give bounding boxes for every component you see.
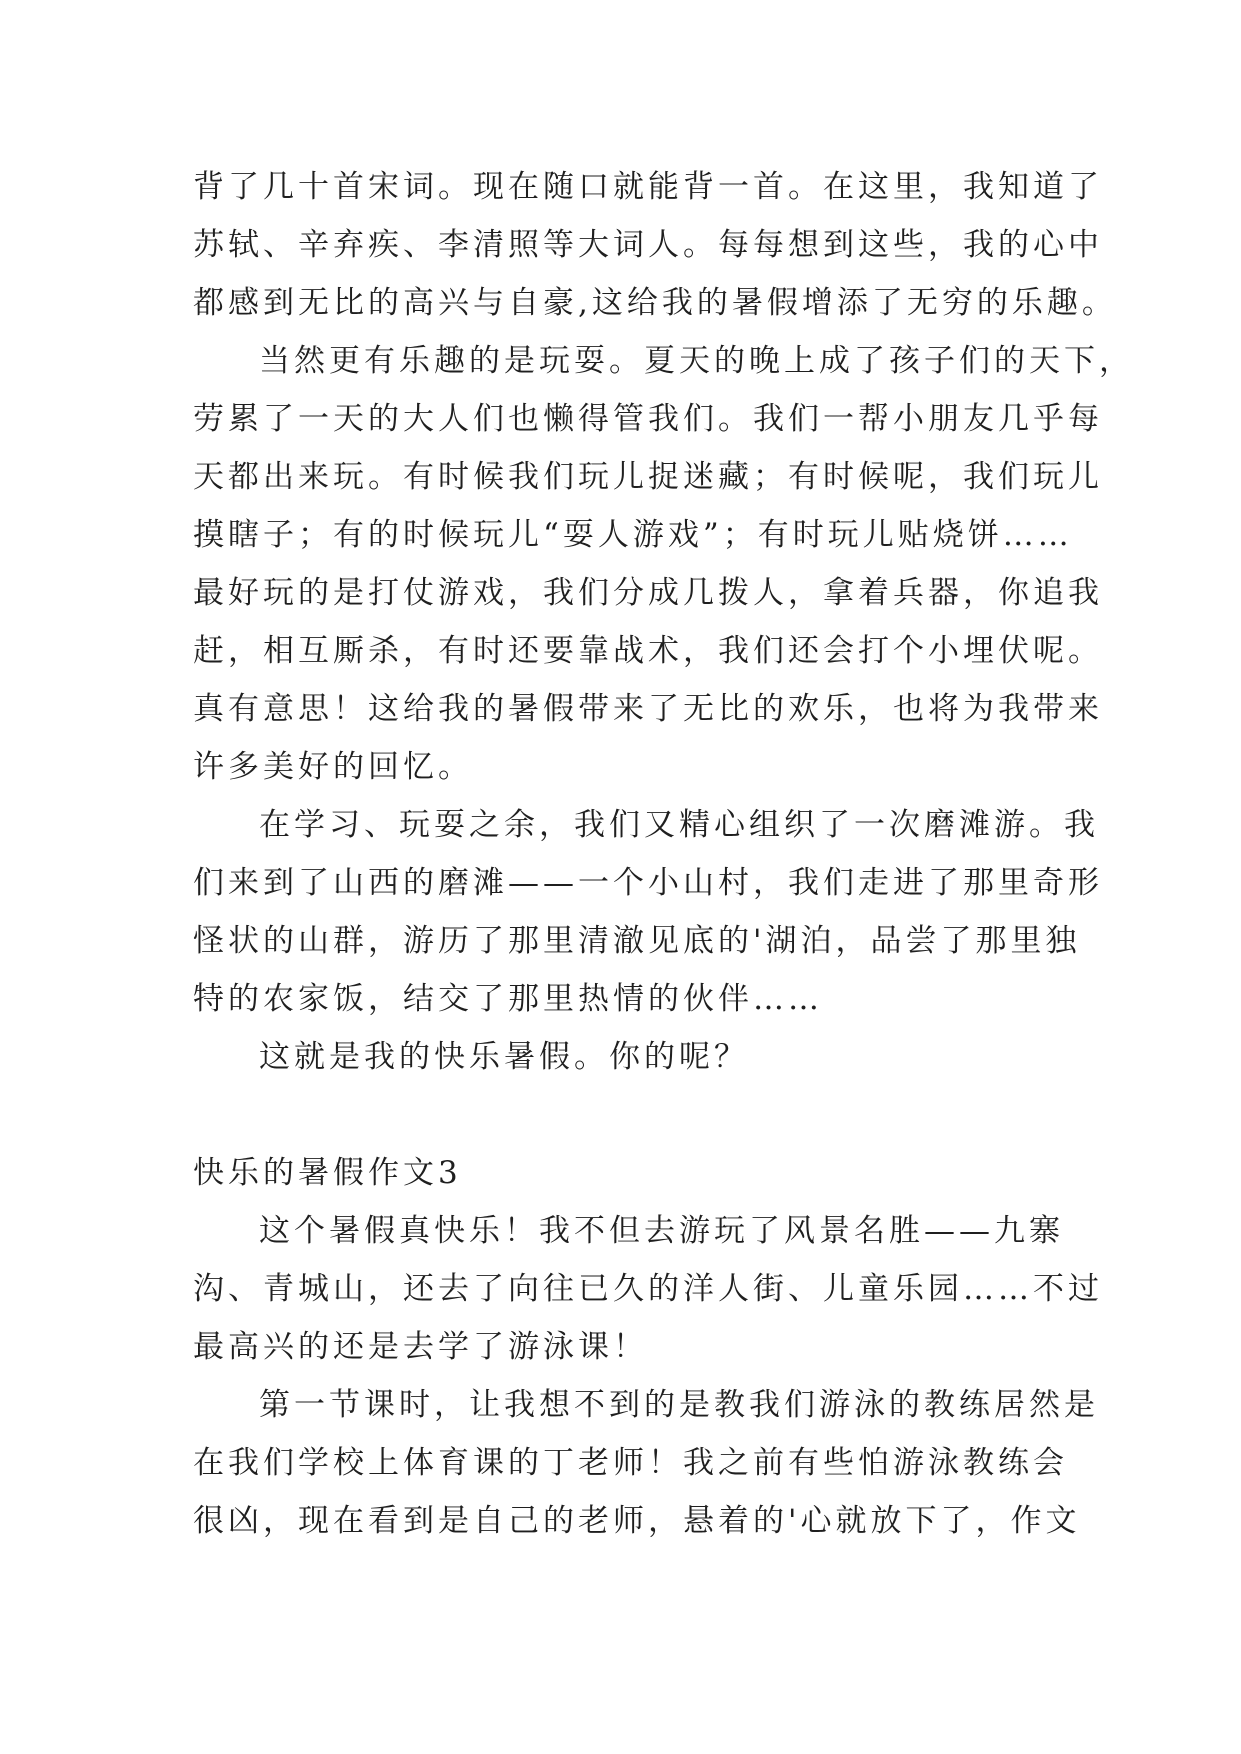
- text-line: 最高兴的还是去学了游泳课！: [193, 1329, 648, 1365]
- section-gap: [193, 1086, 1093, 1144]
- text-line: 天都出来玩。有时候我们玩儿捉迷藏；有时候呢，我们玩儿: [193, 459, 1103, 495]
- text-line: 摸瞎子；有的时候玩儿“耍人游戏”；有时玩儿贴烧饼……: [193, 517, 1073, 553]
- text-line: 怪状的山群，游历了那里清澈见底的'湖泊，品尝了那里独: [193, 923, 1081, 959]
- paragraph-start-line: 这个暑假真快乐！我不但去游玩了风景名胜——九寨: [259, 1213, 1064, 1249]
- text-line: 特的农家饭，结交了那里热情的伙伴……: [193, 981, 823, 1017]
- text-line: 都感到无比的高兴与自豪,这给我的暑假增添了无穷的乐趣。: [193, 285, 1117, 321]
- paragraph-start-line: 这就是我的快乐暑假。你的呢？: [259, 1039, 749, 1075]
- text-line: 最好玩的是打仗游戏，我们分成几拨人，拿着兵器，你追我: [193, 575, 1103, 611]
- text-line: 赶，相互厮杀，有时还要靠战术，我们还会打个小埋伏呢。: [193, 633, 1103, 669]
- text-line: 很凶，现在看到是自己的老师，悬着的'心就放下了，作文: [193, 1503, 1081, 1539]
- section-heading: 快乐的暑假作文3: [193, 1155, 462, 1191]
- text-line: 真有意思！这给我的暑假带来了无比的欢乐，也将为我带来: [193, 691, 1103, 727]
- text-line: 们来到了山西的磨滩——一个小山村，我们走进了那里奇形: [193, 865, 1103, 901]
- text-line: 苏轼、辛弃疾、李清照等大词人。每每想到这些，我的心中: [193, 227, 1103, 263]
- text-line: 背了几十首宋词。现在随口就能背一首。在这里，我知道了: [193, 169, 1103, 205]
- paragraph-start-line: 在学习、玩耍之余，我们又精心组织了一次磨滩游。我: [259, 807, 1099, 843]
- text-line: 劳累了一天的大人们也懒得管我们。我们一帮小朋友几乎每: [193, 401, 1103, 437]
- paragraph-start-line: 当然更有乐趣的是玩耍。夏天的晚上成了孩子们的天下，: [259, 343, 1134, 379]
- text-line: 在我们学校上体育课的丁老师！我之前有些怕游泳教练会: [193, 1445, 1068, 1481]
- paragraph-start-line: 第一节课时，让我想不到的是教我们游泳的教练居然是: [259, 1387, 1099, 1423]
- essay-body: [193, 158, 1134, 1550]
- text-line: 许多美好的回忆。: [193, 749, 473, 785]
- text-line: 沟、青城山，还去了向往已久的洋人街、儿童乐园……不过: [193, 1271, 1103, 1307]
